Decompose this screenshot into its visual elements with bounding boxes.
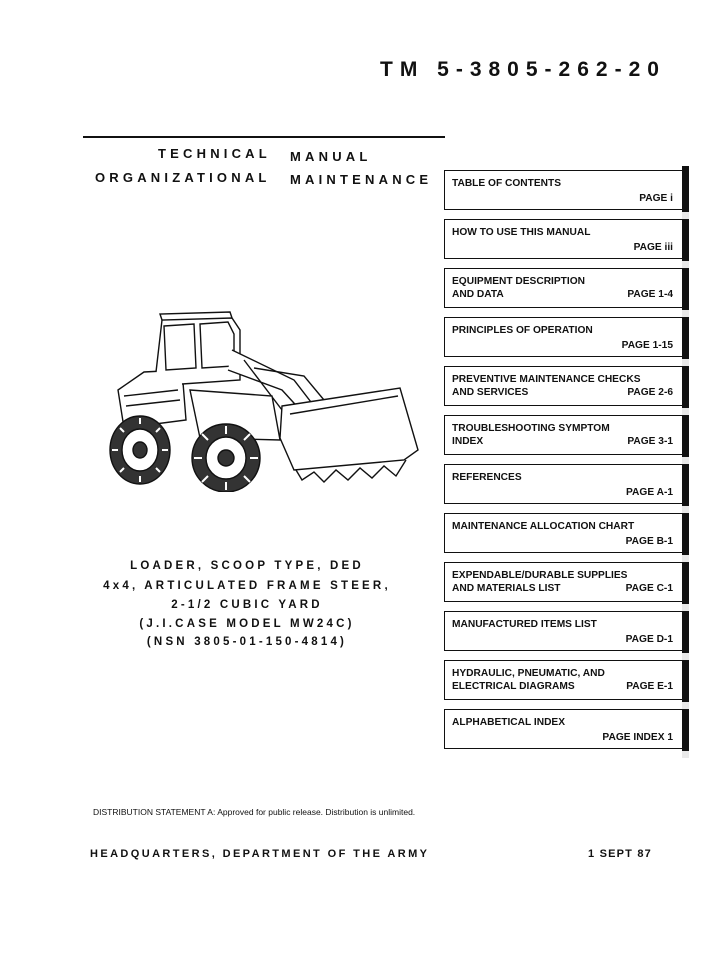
contents-entry-page: PAGE 1-15	[621, 340, 673, 351]
contents-tab-entry[interactable]	[444, 170, 682, 210]
tab-divider-notch	[682, 751, 689, 758]
contents-tab-entry[interactable]	[444, 660, 682, 700]
tab-divider-notch	[682, 506, 689, 513]
contents-entry-page: PAGE i	[639, 193, 673, 204]
headquarters-line: HEADQUARTERS, DEPARTMENT OF THE ARMY	[90, 848, 430, 860]
contents-entry-page: PAGE 3-1	[627, 436, 673, 447]
tab-divider-notch	[682, 653, 689, 660]
equipment-line-4: (J.I.CASE MODEL MW24C)	[139, 618, 355, 630]
distribution-statement: DISTRIBUTION STATEMENT A: Approved for public release. Distribution is unlimited.	[93, 807, 416, 817]
contents-entry-subtitle: AND SERVICES	[452, 387, 529, 398]
equipment-line-2: 4x4, ARTICULATED FRAME STEER,	[103, 580, 391, 592]
tab-divider-notch	[682, 457, 689, 464]
contents-entry-title: EXPENDABLE/DURABLE SUPPLIES	[452, 570, 628, 581]
tab-divider-notch	[682, 408, 689, 415]
contents-entry-page: PAGE 1-4	[627, 289, 673, 300]
tab-divider-notch	[682, 555, 689, 562]
tab-divider-notch	[682, 702, 689, 709]
contents-entry-page: PAGE iii	[633, 242, 673, 253]
tm-number: TM 5-3805-262-20	[380, 58, 666, 81]
title-rule	[83, 136, 445, 138]
contents-tab-entry[interactable]	[444, 415, 682, 455]
contents-tab-entry[interactable]	[444, 317, 682, 357]
contents-entry-title: REFERENCES	[452, 472, 522, 483]
contents-entry-title: MAINTENANCE ALLOCATION CHART	[452, 521, 635, 532]
contents-tab-entry[interactable]	[444, 513, 682, 553]
contents-entry-subtitle: AND DATA	[452, 289, 504, 300]
contents-entry-page: PAGE C-1	[625, 583, 673, 594]
contents-tab-entry[interactable]	[444, 366, 682, 406]
title-organizational: ORGANIZATIONAL	[95, 170, 271, 185]
contents-entry-title: HYDRAULIC, PNEUMATIC, AND	[452, 668, 605, 679]
contents-entry-title: PREVENTIVE MAINTENANCE CHECKS	[452, 374, 641, 385]
contents-tab-entry[interactable]	[444, 709, 682, 749]
tab-divider-notch	[682, 359, 689, 366]
contents-entry-title: TROUBLESHOOTING SYMPTOM	[452, 423, 610, 434]
contents-entry-page: PAGE E-1	[626, 681, 673, 692]
contents-tab-entry[interactable]	[444, 219, 682, 259]
contents-entry-page: PAGE B-1	[625, 536, 673, 547]
title-maintenance: MAINTENANCE	[290, 172, 433, 187]
contents-entry-title: EQUIPMENT DESCRIPTION	[452, 276, 586, 287]
equipment-line-1: LOADER, SCOOP TYPE, DED	[130, 560, 364, 572]
contents-entry-page: PAGE D-1	[625, 634, 673, 645]
contents-entry-title: ALPHABETICAL INDEX	[452, 717, 566, 728]
publication-date: 1 SEPT 87	[588, 848, 652, 860]
tab-divider-notch	[682, 604, 689, 611]
contents-entry-title: HOW TO USE THIS MANUAL	[452, 227, 591, 238]
contents-entry-page: PAGE A-1	[626, 487, 673, 498]
contents-tab-entry[interactable]	[444, 464, 682, 504]
contents-entry-title: PRINCIPLES OF OPERATION	[452, 325, 593, 336]
contents-entry-subtitle: INDEX	[452, 436, 484, 447]
contents-entry-title: MANUFACTURED ITEMS LIST	[452, 619, 597, 630]
tab-divider-notch	[682, 310, 689, 317]
contents-entry-title: TABLE OF CONTENTS	[452, 178, 562, 189]
tab-divider-notch	[682, 261, 689, 268]
contents-tab-entry[interactable]	[444, 562, 682, 602]
equipment-line-5: (NSN 3805-01-150-4814)	[146, 636, 348, 648]
contents-entry-page: PAGE 2-6	[627, 387, 673, 398]
tab-divider-notch	[682, 212, 689, 219]
title-technical: TECHNICAL	[158, 146, 271, 161]
equipment-line-3: 2-1/2 CUBIC YARD	[171, 599, 323, 611]
contents-tab-entry[interactable]	[444, 268, 682, 308]
contents-entry-page: PAGE INDEX 1	[602, 732, 673, 743]
loader-illustration	[104, 310, 424, 492]
title-manual: MANUAL	[290, 149, 372, 164]
contents-tab-entry[interactable]	[444, 611, 682, 651]
contents-entry-subtitle: ELECTRICAL DIAGRAMS	[452, 681, 575, 692]
contents-entry-subtitle: AND MATERIALS LIST	[452, 583, 561, 594]
